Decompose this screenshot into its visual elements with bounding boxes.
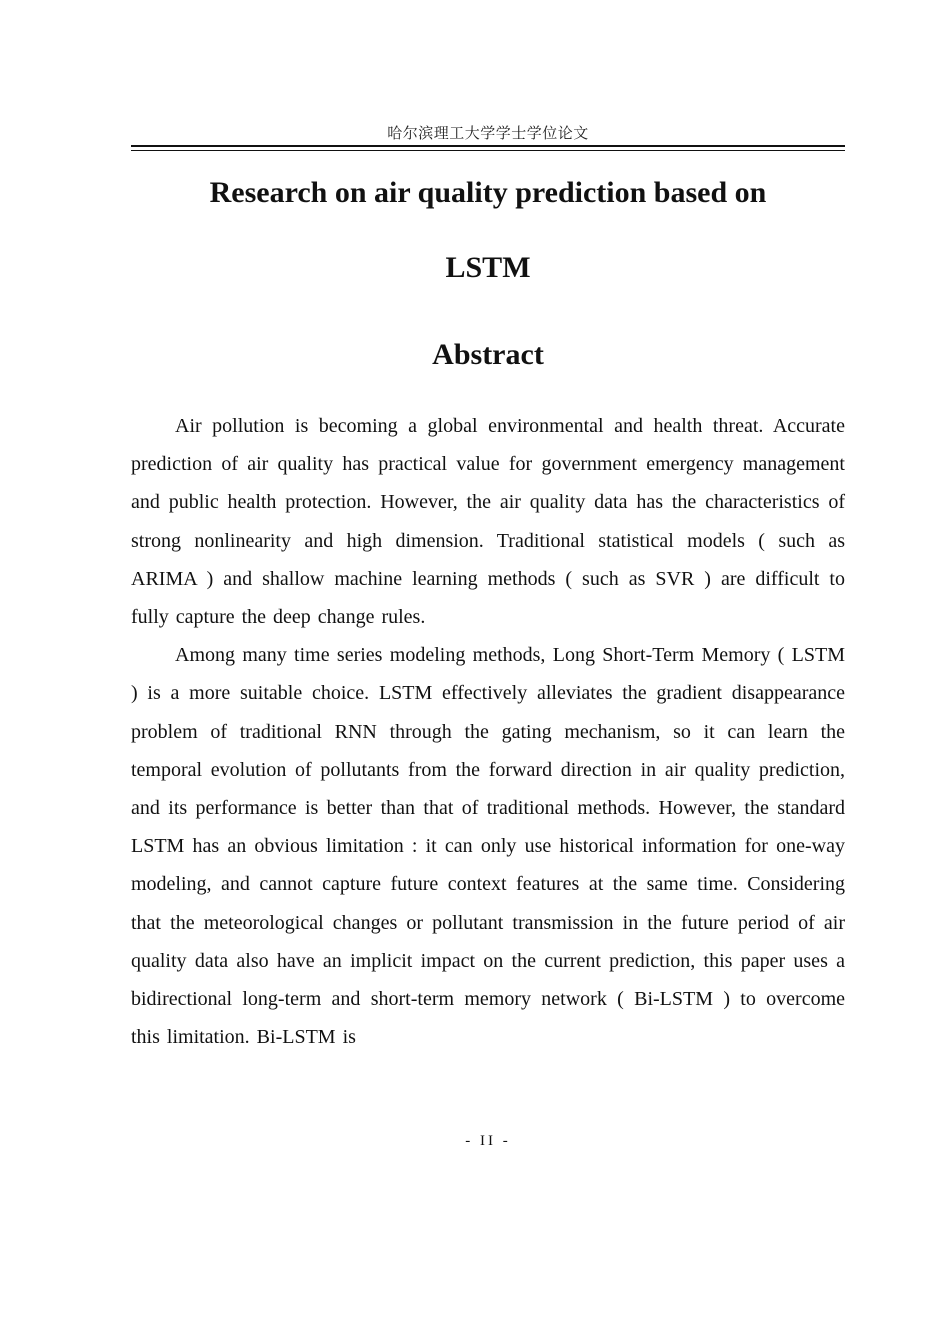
abstract-paragraph-2: Among many time series modeling methods, Long Short-Term Memory ( LSTM ) is a more suitable choice. LSTM effectively alleviates the gradient disappearance problem of traditional RNN through the gating mechanism, so it can learn the temporal evolution of pollutants from the forward direction in air quality prediction, and its performance is better than that of traditional methods. However, the standard LSTM has an obvious limitation : it can only use historical information for one-way modeling, and cannot capture future context features at the same time. Considering that the meteorological changes or pollutant transmission in the future period of air quality data also have an implicit impact on the current prediction, this paper uses a bidirectional long-term and short-term memory network ( Bi-LSTM ) to overcome this limitation. Bi-LSTM is <box>131 644 845 1049</box>
abstract-body <box>131 407 845 1056</box>
page-number: - II - <box>465 1133 511 1149</box>
header-rule-thin <box>131 150 845 151</box>
paper-title-line-1: Research on air quality prediction based on <box>209 176 767 209</box>
running-header: 哈尔滨理工大学学士学位论文 <box>387 124 589 142</box>
header-rule-thick <box>131 145 845 147</box>
paper-title-line-2: LSTM <box>445 251 531 284</box>
abstract-paragraph-1: Air pollution is becoming a global environmental and health threat. Accurate prediction of air quality has practical value for government emergency management and public health protection. However, the air quality data has the characteristics of strong nonlinearity and high dimension. Traditional statistical models ( such as ARIMA ) and shallow machine learning methods ( such as SVR ) are difficult to fully capture the deep change rules. <box>131 415 845 629</box>
abstract-heading: Abstract <box>432 338 544 371</box>
